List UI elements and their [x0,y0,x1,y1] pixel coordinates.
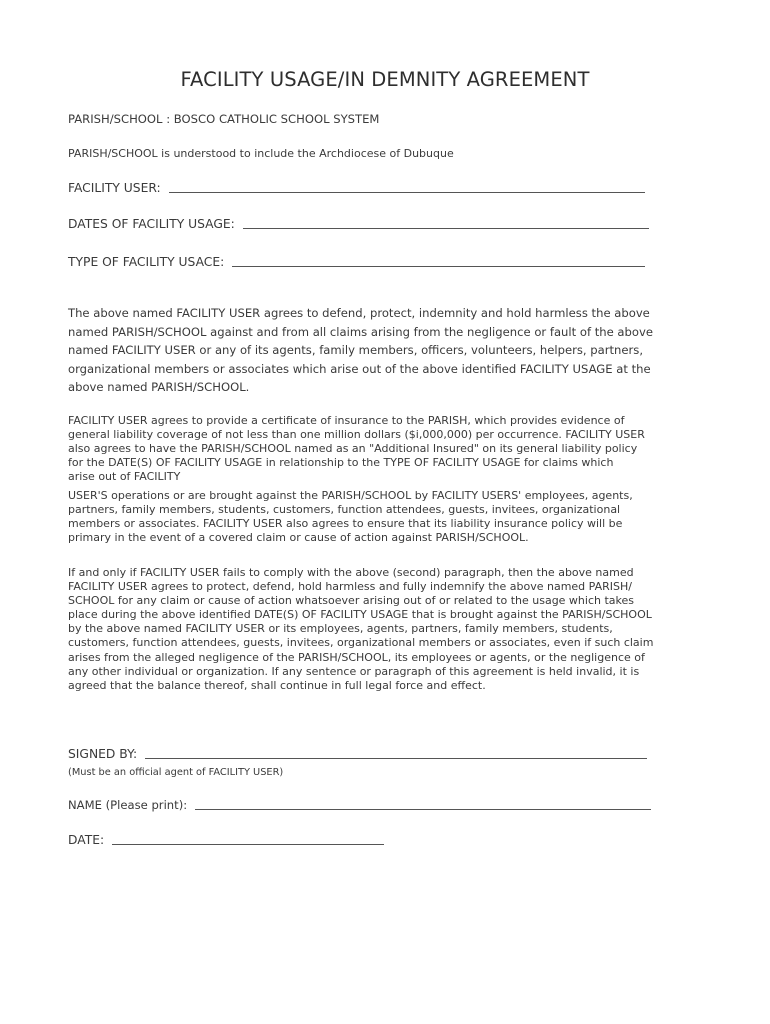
signed-by-label: SIGNED BY: [68,747,138,761]
name-print-label: NAME (Please print): [68,798,188,812]
paragraph-line: USER'S operations or are brought against the PARISH/SCHOOL by FACILITY USERS' employees, agents, [68,489,633,502]
type-of-usage-field[interactable] [68,254,645,269]
paragraph-line: partners, family members, students, customers, function attendees, guests, invitees, organizational [68,503,621,517]
document-title: FACILITY USAGE/IN DEMNITY AGREEMENT [180,68,590,91]
paragraph-line: agreed that the balance thereof, shall continue in full legal force and effect. [68,678,486,692]
name-print-field[interactable] [68,797,651,812]
paragraph-line: for the DATE(S) OF FACILITY USAGE in relationship to the TYPE OF FACILITY USAGE for claims which [68,456,614,470]
signed-by-blank[interactable] [145,746,647,759]
dates-of-usage-blank[interactable] [243,216,649,229]
paragraph-line: FACILITY USER agrees to provide a certificate of insurance to the PARISH, which provides evidence of [68,414,625,427]
paragraph-insurance [68,414,668,484]
paragraph-line: place during the above identified DATE(S) OF FACILITY USAGE that is brought against the PARISH/SCHOOL [68,608,652,622]
paragraph-line: members or associates. FACILITY USER also agrees to ensure that its liability insurance policy will be [68,517,623,531]
date-label: DATE: [68,833,105,847]
paragraph-line: named PARISH/SCHOOL against and from all claims arising from the negligence or fault of the above [68,324,653,339]
dates-of-usage-field[interactable] [68,216,649,231]
paragraph-line: any other individual or organization. If any sentence or paragraph of this agreement is held invalid, it is [68,664,640,678]
date-blank[interactable] [112,832,384,845]
paragraph-line: general liability coverage of not less than one million dollars ($i,000,000) per occurrence. FACILITY USER [68,428,645,442]
type-of-usage-label: TYPE OF FACILITY USACE: [68,255,225,269]
facility-user-blank[interactable] [169,180,645,193]
dates-of-usage-label: DATES OF FACILITY USAGE: [68,217,235,231]
paragraph-indemnity [68,304,668,397]
parish-school-line: PARISH/SCHOOL : BOSCO CATHOLIC SCHOOL SYSTEM [68,112,380,126]
archdiocese-line: PARISH/SCHOOL is understood to include the Archdiocese of Dubuque [68,147,454,160]
paragraph-insurance-continued [68,489,668,545]
paragraph-line: If and only if FACILITY USER fails to comply with the above (second) paragraph, then the above named [68,566,634,579]
paragraph-line: arise out of FACILITY [68,470,181,484]
paragraph-failure-to-comply [68,566,668,693]
paragraph-line: primary in the event of a covered claim or cause of action against PARISH/SCHOOL. [68,531,529,545]
paragraph-line: customers, function attendees, guests, invitees, organizational members or associates, even if such claim [68,636,654,650]
paragraph-line: SCHOOL for any claim or cause of action whatsoever arising out of or related to the usage which takes [68,594,635,608]
type-of-usage-blank[interactable] [232,254,645,267]
signed-by-note: (Must be an official agent of FACILITY USER) [68,767,284,778]
paragraph-line: The above named FACILITY USER agrees to defend, protect, indemnity and hold harmless the above [68,306,650,320]
name-print-blank[interactable] [195,797,651,810]
paragraph-line: by the above named FACILITY USER or its employees, agents, partners, family members, students, [68,622,613,636]
paragraph-line: FACILITY USER agrees to protect, defend, hold harmless and fully indemnify the above named PARISH/ [68,580,632,594]
facility-user-field[interactable] [68,180,645,195]
signed-by-field[interactable] [68,746,647,761]
facility-user-label: FACILITY USER: [68,181,161,195]
date-field[interactable] [68,832,384,847]
paragraph-line: arises from the alleged negligence of the PARISH/SCHOOL, its employees or agents, or the negligence of [68,650,645,664]
paragraph-line: organizational members or associates which arise out of the above identified FACILITY USAGE at the [68,361,651,376]
paragraph-line: named FACILITY USER or any of its agents, family members, officers, volunteers, helpers, partners, [68,343,644,358]
paragraph-line: above named PARISH/SCHOOL. [68,380,250,395]
paragraph-line: also agrees to have the PARISH/SCHOOL named as an "Additional Insured" on its general liability policy [68,442,638,456]
